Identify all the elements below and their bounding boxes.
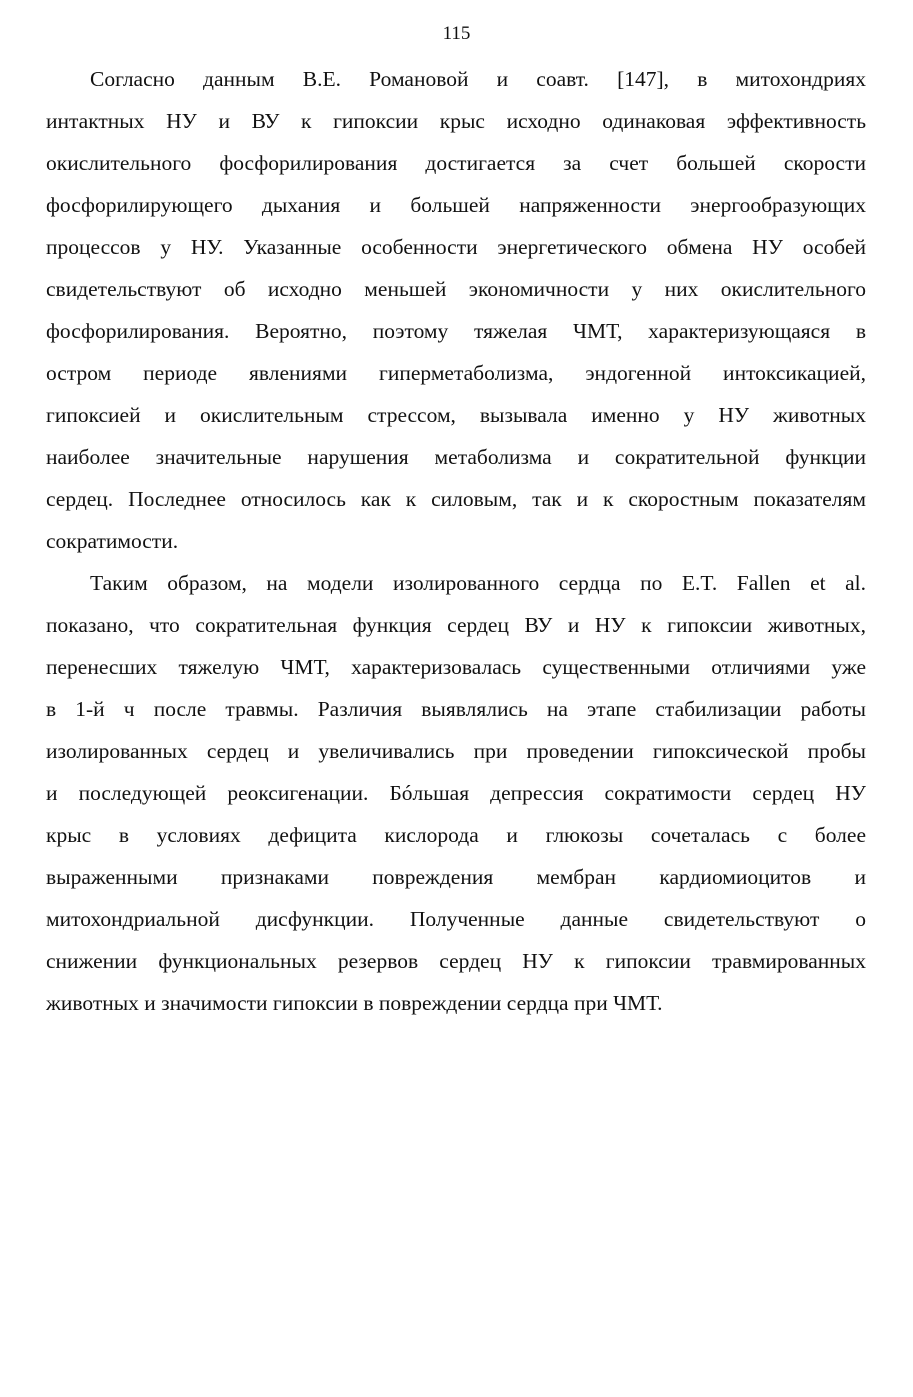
text-line: и последующей реоксигенации. Бóльшая депрессия сократимости сердец НУ: [46, 781, 866, 805]
text-line: снижении функциональных резервов сердец НУ к гипоксии травмированных: [46, 949, 866, 973]
text-line: процессов у НУ. Указанные особенности энергетического обмена НУ особей: [46, 235, 866, 259]
paragraph-1: [46, 58, 866, 562]
text-line: фосфорилирующего дыхания и большей напряженности энергообразующих: [46, 193, 866, 217]
text-line: крыс в условиях дефицита кислорода и глюкозы сочеталась с более: [46, 823, 866, 847]
text-line: наиболее значительные нарушения метаболизма и сократительной функции: [46, 445, 866, 469]
text-line: остром периоде явлениями гиперметаболизма, эндогенной интоксикацией,: [46, 361, 866, 385]
text-line: выраженными признаками повреждения мембран кардиомиоцитов и: [46, 865, 866, 889]
text-line: Таким образом, на модели изолированного сердца по E.T. Fallen et al.: [90, 571, 866, 595]
text-line: показано, что сократительная функция сердец ВУ и НУ к гипоксии животных,: [46, 613, 866, 637]
text-line: свидетельствуют об исходно меньшей экономичности у них окислительного: [46, 277, 866, 301]
text-line: окислительного фосфорилирования достигается за счет большей скорости: [46, 151, 866, 175]
text-line: животных и значимости гипоксии в повреждении сердца при ЧМТ.: [46, 991, 663, 1015]
text-line: сердец. Последнее относилось как к силовым, так и к скоростным показателям: [46, 487, 866, 511]
paragraph-2: [46, 562, 866, 1024]
text-line: перенесших тяжелую ЧМТ, характеризовалась существенными отличиями уже: [46, 655, 866, 679]
text-line: фосфорилирования. Вероятно, поэтому тяжелая ЧМТ, характеризующаяся в: [46, 319, 866, 343]
body-text: [46, 58, 866, 1024]
text-line: интактных НУ и ВУ к гипоксии крыс исходно одинаковая эффективность: [46, 109, 866, 133]
text-line: гипоксией и окислительным стрессом, вызывала именно у НУ животных: [46, 403, 866, 427]
text-line: изолированных сердец и увеличивались при проведении гипоксической пробы: [46, 739, 866, 763]
text-line: митохондриальной дисфункции. Полученные данные свидетельствуют о: [46, 907, 866, 931]
text-line: сократимости.: [46, 529, 179, 553]
text-line: Согласно данным В.Е. Романовой и соавт. [147], в митохондриях: [90, 67, 866, 91]
text-line: в 1-й ч после травмы. Различия выявлялись на этапе стабилизации работы: [46, 697, 866, 721]
page-number: 115: [442, 23, 471, 44]
